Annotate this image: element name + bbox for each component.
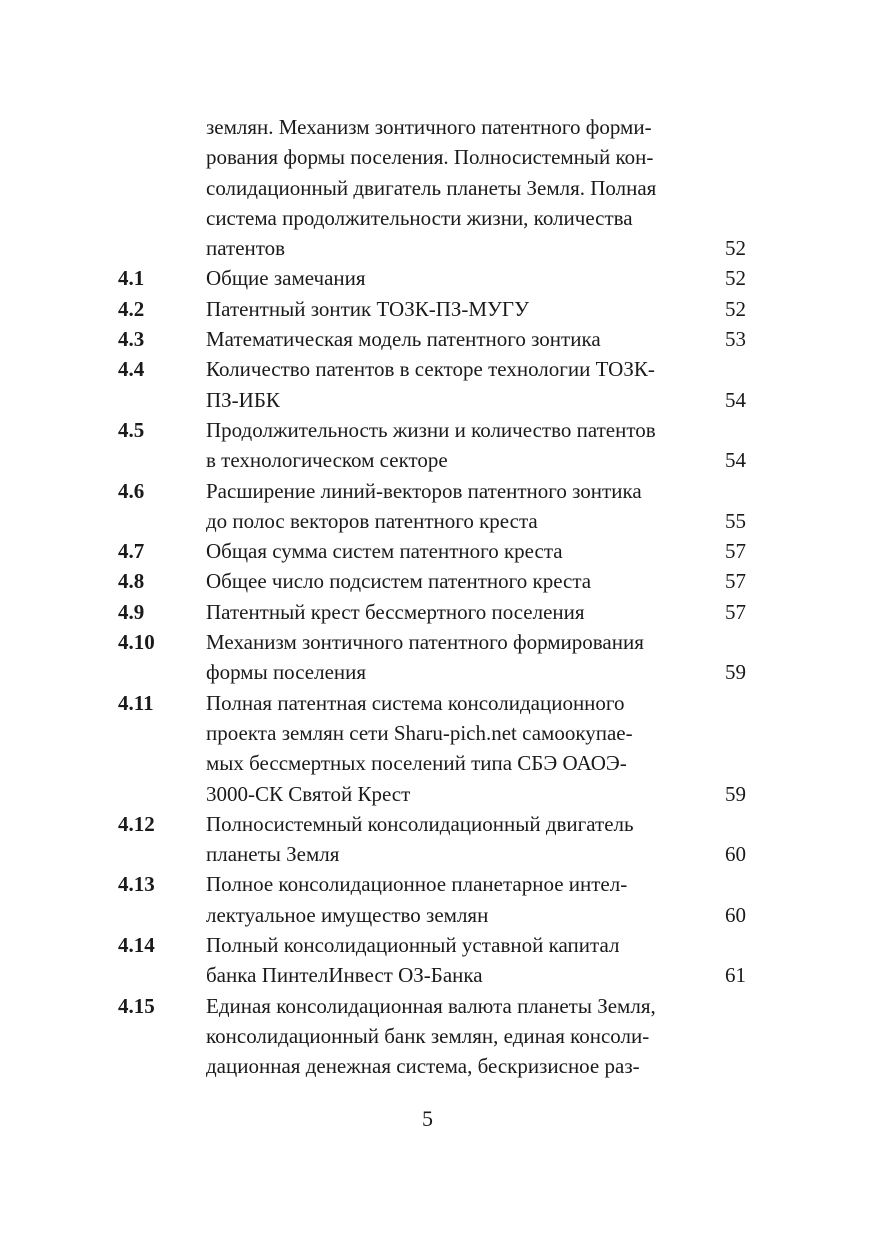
page-number: 5 — [422, 1106, 433, 1131]
toc-entry-line — [206, 1021, 758, 1051]
toc-entry-title: дационная денежная система, бескризисное раз- — [206, 1054, 640, 1079]
toc-entry-title: Общие замечания — [206, 266, 366, 291]
toc-entry-page — [706, 354, 758, 384]
toc-entry-line — [206, 173, 758, 203]
toc-entry-line — [206, 324, 758, 354]
toc-entry-body — [206, 809, 758, 870]
toc-entry-number: 4.7 — [118, 539, 145, 564]
toc-entry[interactable] — [118, 627, 758, 688]
toc-entry-line — [206, 627, 758, 657]
toc-entry-title: Патентный крест бессмертного поселения — [206, 599, 585, 624]
toc-entry[interactable] — [118, 869, 758, 930]
toc-entry-title: патентов — [206, 236, 286, 261]
toc-entry-body — [206, 597, 758, 627]
toc-entry-title: мых бессмертных поселений типа СБЭ ОАОЭ- — [206, 751, 627, 776]
toc-entry-body — [206, 688, 758, 809]
toc-entry[interactable] — [118, 263, 758, 293]
toc-entry-title: Полносистемный консолидационный двигатель — [206, 811, 634, 836]
toc-entry-line — [206, 809, 758, 839]
toc-entry-body — [206, 324, 758, 354]
toc-entry-page: 54 — [725, 448, 746, 473]
toc-entry-number: 4.12 — [118, 811, 155, 836]
table-of-contents — [118, 112, 758, 1082]
toc-entry-page — [706, 415, 758, 445]
toc-entry-page: 52 — [725, 266, 746, 291]
toc-entry-page — [706, 627, 758, 657]
toc-entry[interactable] — [118, 809, 758, 870]
toc-entry-title: 3000-СК Святой Крест — [206, 781, 411, 806]
toc-entry-page — [706, 476, 758, 506]
toc-entry-line — [206, 354, 758, 384]
toc-entry-title: формы поселения — [206, 660, 367, 685]
toc-entry[interactable] — [118, 688, 758, 809]
toc-entry-page: 54 — [725, 387, 746, 412]
toc-entry-line — [206, 597, 758, 627]
toc-entry-page: 57 — [725, 539, 746, 564]
toc-entry-number: 4.3 — [118, 327, 145, 352]
toc-entry-line — [206, 900, 758, 930]
toc-entry-page — [706, 112, 758, 142]
toc-entry-page: 52 — [725, 296, 746, 321]
toc-entry-number: 4.4 — [118, 357, 145, 382]
toc-entry-title: Единая консолидационная валюта планеты Земля, — [206, 993, 656, 1018]
toc-entry-page: 60 — [725, 902, 746, 927]
toc-entry-title: Полный консолидационный уставной капитал — [206, 933, 620, 958]
toc-entry-number: 4.1 — [118, 266, 145, 291]
toc-entry-page: 57 — [725, 599, 746, 624]
toc-entry-page — [706, 809, 758, 839]
toc-entry-body — [206, 869, 758, 930]
toc-entry-line — [206, 203, 758, 233]
toc-entry-number: 4.9 — [118, 599, 145, 624]
toc-entry[interactable] — [118, 112, 758, 263]
toc-entry-title: ПЗ-ИБК — [206, 387, 280, 412]
toc-entry-line — [206, 748, 758, 778]
toc-entry[interactable] — [118, 536, 758, 566]
toc-entry-line — [206, 385, 758, 415]
toc-entry-body — [206, 930, 758, 991]
toc-entry-page: 55 — [725, 508, 746, 533]
toc-entry-body — [206, 294, 758, 324]
toc-entry-title: Расширение линий-векторов патентного зонтика — [206, 478, 642, 503]
toc-entry-title: Полная патентная система консолидационного — [206, 690, 625, 715]
toc-entry-title: Математическая модель патентного зонтика — [206, 327, 601, 352]
toc-entry-number: 4.6 — [118, 478, 145, 503]
toc-entry[interactable] — [118, 566, 758, 596]
toc-entry-line — [206, 233, 758, 263]
toc-entry-page — [706, 1021, 758, 1051]
toc-entry-line — [206, 960, 758, 990]
toc-entry-title: Механизм зонтичного патентного формирования — [206, 630, 644, 655]
toc-entry-title: рования формы поселения. Полносистемный кон- — [206, 145, 654, 170]
toc-entry-line — [206, 1051, 758, 1081]
toc-entry-line — [206, 657, 758, 687]
toc-entry-page — [706, 930, 758, 960]
toc-entry-line — [206, 294, 758, 324]
toc-entry-line — [206, 566, 758, 596]
toc-entry-line — [206, 112, 758, 142]
toc-entry[interactable] — [118, 930, 758, 991]
toc-entry-number: 4.14 — [118, 933, 155, 958]
toc-entry-title: в технологическом секторе — [206, 448, 448, 473]
toc-entry-page: 61 — [725, 963, 746, 988]
toc-entry-title: до полос векторов патентного креста — [206, 508, 538, 533]
toc-entry[interactable] — [118, 597, 758, 627]
toc-entry-body — [206, 263, 758, 293]
toc-entry-title: солидационный двигатель планеты Земля. Полная — [206, 175, 657, 200]
toc-entry-page: 57 — [725, 569, 746, 594]
toc-entry-body — [206, 627, 758, 688]
toc-entry-page — [706, 1051, 758, 1081]
toc-entry-line — [206, 839, 758, 869]
toc-entry-number: 4.8 — [118, 569, 145, 594]
toc-entry-title: Продолжительность жизни и количество патентов — [206, 417, 656, 442]
toc-entry-number: 4.11 — [118, 690, 154, 715]
toc-entry-title: Количество патентов в секторе технологии ТОЗК- — [206, 357, 655, 382]
toc-entry-line — [206, 536, 758, 566]
toc-entry-line — [206, 476, 758, 506]
toc-entry-body — [206, 536, 758, 566]
toc-entry-body — [206, 112, 758, 263]
toc-entry-page — [706, 869, 758, 899]
toc-entry-line — [206, 142, 758, 172]
toc-entry-title: Общее число подсистем патентного креста — [206, 569, 592, 594]
toc-entry[interactable] — [118, 324, 758, 354]
toc-entry-title: Общая сумма систем патентного креста — [206, 539, 563, 564]
toc-entry[interactable] — [118, 476, 758, 537]
toc-entry-page: 59 — [725, 781, 746, 806]
toc-entry-line — [206, 718, 758, 748]
toc-entry-title: проекта землян сети Sharu-pich.net самоокупае- — [206, 720, 633, 745]
toc-entry-page: 53 — [725, 327, 746, 352]
toc-entry[interactable] — [118, 294, 758, 324]
toc-entry-number: 4.15 — [118, 993, 155, 1018]
toc-entry-number: 4.10 — [118, 630, 155, 655]
toc-entry-title: Полное консолидационное планетарное интел- — [206, 872, 628, 897]
toc-entry-title: консолидационный банк землян, единая консоли- — [206, 1023, 650, 1048]
toc-entry-number: 4.5 — [118, 417, 145, 442]
toc-entry[interactable] — [118, 991, 758, 1082]
toc-entry-line — [206, 991, 758, 1021]
toc-entry-line — [206, 415, 758, 445]
toc-entry[interactable] — [118, 415, 758, 476]
toc-entry-line — [206, 869, 758, 899]
toc-entry-body — [206, 476, 758, 537]
toc-entry-body — [206, 415, 758, 476]
toc-entry-page — [706, 718, 758, 748]
toc-entry-page — [706, 748, 758, 778]
toc-entry-line — [206, 506, 758, 536]
toc-entry-title: система продолжительности жизни, количества — [206, 205, 633, 230]
toc-entry-page — [706, 173, 758, 203]
toc-entry-title: Патентный зонтик ТОЗК-ПЗ-МУГУ — [206, 296, 529, 321]
toc-entry-line — [206, 779, 758, 809]
toc-entry-line — [206, 263, 758, 293]
toc-entry-page — [706, 203, 758, 233]
toc-entry-page: 52 — [725, 236, 746, 261]
toc-entry-body — [206, 991, 758, 1082]
toc-entry-line — [206, 688, 758, 718]
toc-entry-page — [706, 991, 758, 1021]
toc-entry-body — [206, 354, 758, 415]
toc-entry-number: 4.13 — [118, 872, 155, 897]
toc-entry-page — [706, 688, 758, 718]
toc-entry-body — [206, 566, 758, 596]
toc-entry-page: 60 — [725, 842, 746, 867]
toc-entry-line — [206, 930, 758, 960]
toc-entry-number — [118, 112, 206, 142]
toc-entry-page — [706, 142, 758, 172]
toc-entry-title: лектуальное имущество землян — [206, 902, 489, 927]
toc-entry-page: 59 — [725, 660, 746, 685]
toc-entry-title: планеты Земля — [206, 842, 340, 867]
toc-entry[interactable] — [118, 354, 758, 415]
toc-entry-title: землян. Механизм зонтичного патентного форми- — [206, 115, 652, 139]
toc-entry-number: 4.2 — [118, 296, 145, 321]
toc-entry-title: банка ПинтелИнвест ОЗ-Банка — [206, 963, 483, 988]
toc-entry-line — [206, 445, 758, 475]
